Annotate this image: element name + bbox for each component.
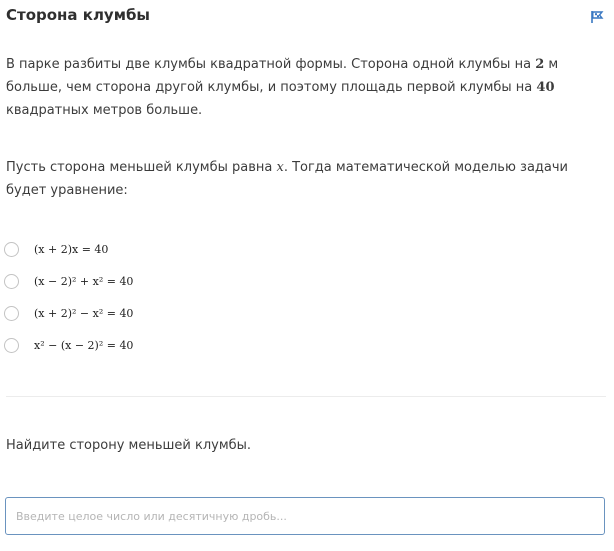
answer-options — [4, 233, 304, 361]
intro-number-2: 2 — [535, 57, 545, 72]
radio-button[interactable] — [4, 242, 19, 257]
question-text-1: Пусть сторона меньшей клумбы равна — [6, 160, 277, 175]
option-label: (x − 2)² + x² = 40 — [34, 274, 134, 288]
section-divider — [6, 396, 606, 397]
task-title: Сторона клумбы — [6, 6, 151, 24]
problem-statement — [6, 53, 602, 122]
intro-number-40: 40 — [536, 80, 555, 95]
intro-text-1: В парке разбиты две клумбы квадратной формы. Сторона одной клумбы на — [6, 57, 536, 72]
option-label: (x + 2)² − x² = 40 — [34, 306, 134, 320]
intro-text-3: квадратных метров больше. — [6, 103, 203, 118]
radio-button[interactable] — [4, 338, 19, 353]
option-4[interactable] — [4, 329, 304, 361]
second-question-text: Найдите сторону меньшей клумбы. — [6, 438, 252, 453]
question-text-2: . Тогда математической моделью задачи будет уравнение: — [6, 160, 568, 198]
question-variable: x — [276, 160, 284, 175]
option-2[interactable] — [4, 265, 304, 297]
flag-icon[interactable] — [590, 10, 604, 24]
intro-text-2: м больше, чем сторона другой клумбы, и поэтому площадь первой клумбы на — [6, 57, 559, 95]
radio-button[interactable] — [4, 274, 19, 289]
question-text — [6, 156, 602, 202]
option-label: x² − (x − 2)² = 40 — [34, 338, 134, 352]
answer-input[interactable] — [5, 497, 605, 535]
option-1[interactable] — [4, 233, 304, 265]
option-3[interactable] — [4, 297, 304, 329]
option-label: (x + 2)x = 40 — [34, 242, 109, 256]
radio-button[interactable] — [4, 306, 19, 321]
